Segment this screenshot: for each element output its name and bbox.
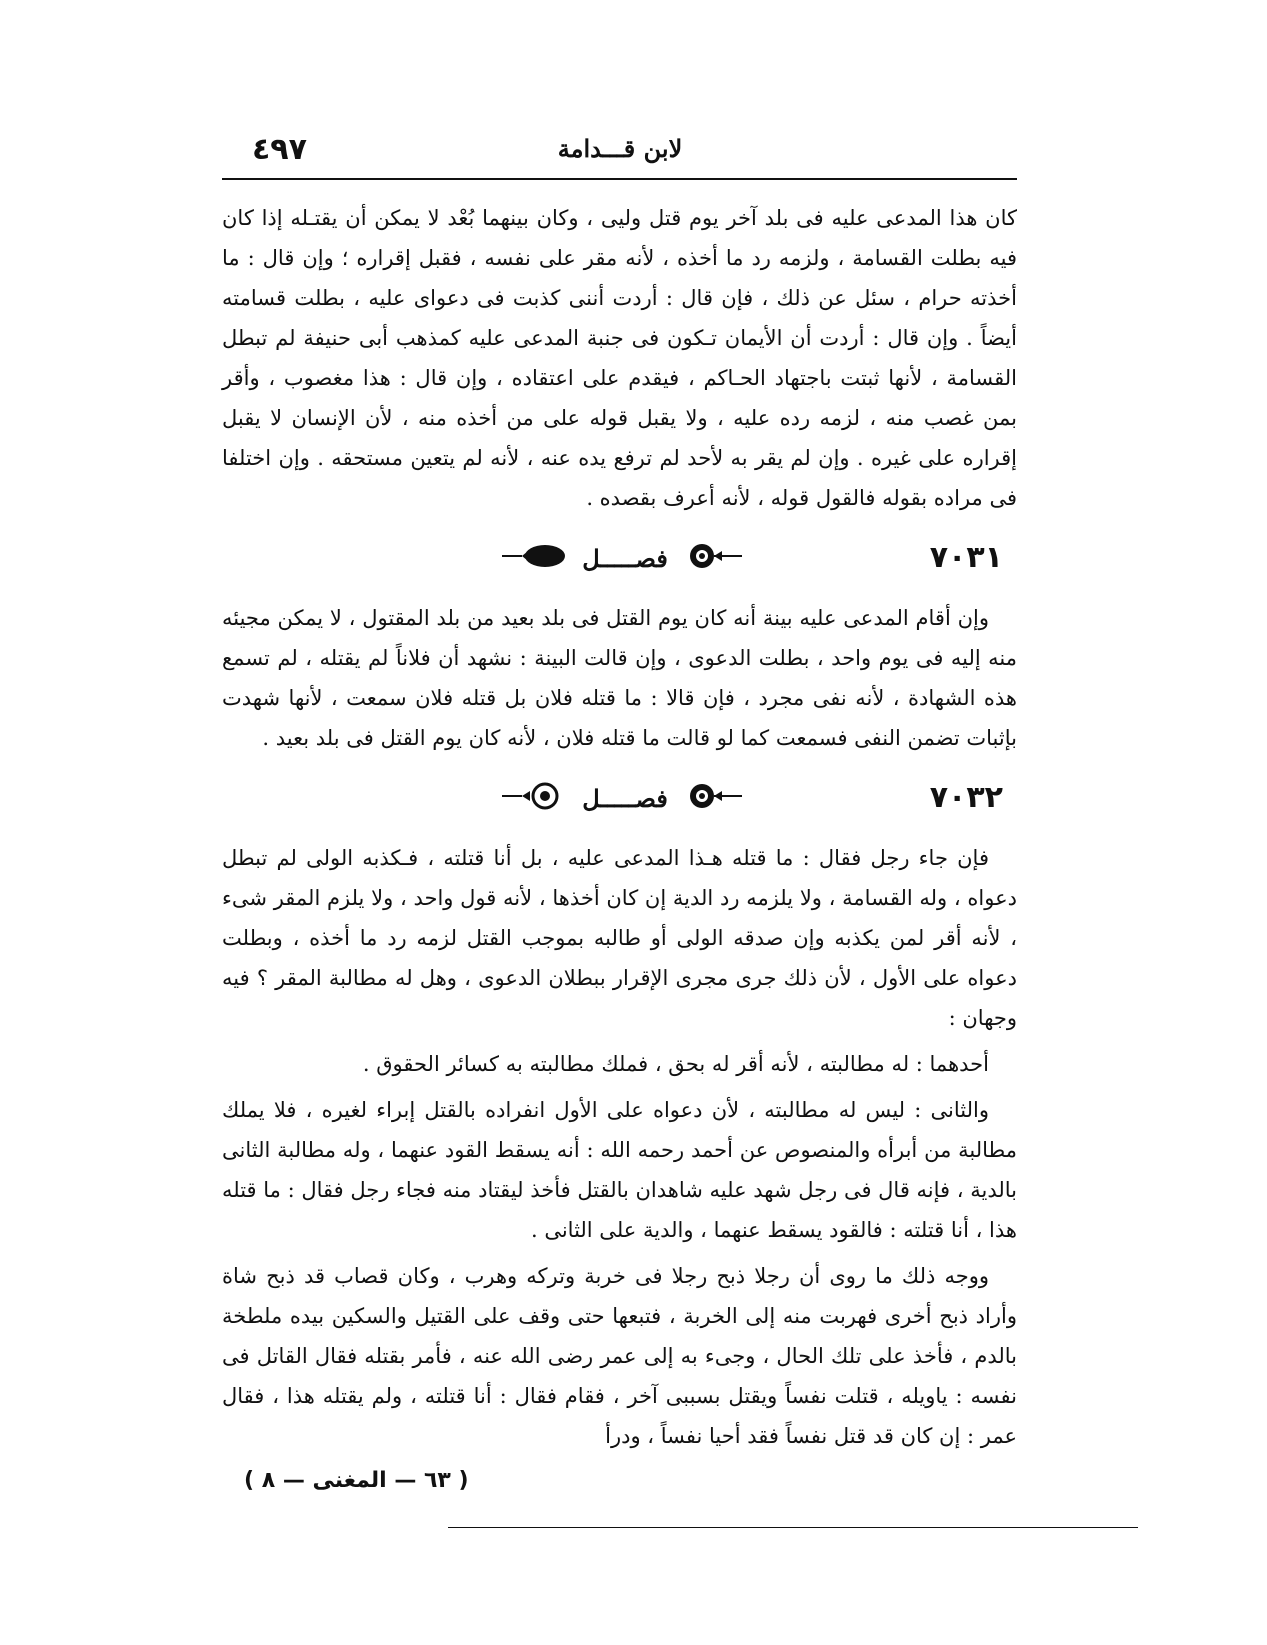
paragraph: والثانى : ليس له مطالبته ، لأن دعواه على الأول انفراده بالقتل إبراء لغيره ، فلا يملك مطالبة من أبرأه والمنصوص عن أحمد رحمه الله : أنه يسقط القود عنهما ، وله مطالبة الثانى بالدية ، فإنه قال فى رجل شهد عليه شاهدان بالقتل فأخذ ليقتاد منه فجاء رجل فقال : ما قتله هذا ، أنا قتلته : فالقود يسقط عنهما ، والدية على الثانى . <box>222 1098 1017 1242</box>
left-ornament-icon <box>500 541 570 575</box>
section-heading-7032 <box>222 772 1017 828</box>
section-label: فصـــــل <box>582 783 668 813</box>
paragraph: ووجه ذلك ما روى أن رجلا ذبح رجلا فى خربة وتركه وهرب ، وكان قصاب قد ذبح شاة وأراد ذبح أخرى فهربت منه إلى الخربة ، فتبعها حتى وقف على القتيل والسكين بيده ملطخة بالدم ، فأخذ على تلك الحال ، وجىء به إلى عمر رضى الله عنه ، فأمر بقتله فقال القاتل فى نفسه : ياويله ، قتلت نفساً ويقتل بسببى آخر ، فقام فقال : أنا قتلته ، ولم يقتله هذا ، فقال عمر : إن كان قد قتل نفساً فقد أحيا نفساً ، ودرأ <box>222 1264 1017 1448</box>
paragraph: أحدهما : له مطالبته ، لأنه أقر له بحق ، فملك مطالبته به كسائر الحقوق . <box>362 1052 989 1076</box>
section-label: فصـــــل <box>582 543 668 573</box>
section-label-group <box>492 776 752 820</box>
footer-rule <box>448 1527 1138 1528</box>
left-ornament-icon <box>500 781 570 815</box>
section-label-group <box>492 536 752 580</box>
body-text <box>222 198 1017 1456</box>
paragraph: فإن جاء رجل فقال : ما قتله هـذا المدعى عليه ، بل أنا قتلته ، فـكذبه الولى لم تبطل دعواه ، وله القسامة ، ولا يلزمه رد الدية إن كان أخذها ، لأنه قول واحد ، ولا يلزم المقر شىء ، لأنه أقر لمن يكذبه وإن صدقه الولى أو طالبه بموجب القتل لزمه رد ما أخذه ، وبطلت دعواه على الأول ، لأن ذلك جرى مجرى الإقرار ببطلان الدعوى ، وهل له مطالبة المقر ؟ فيه وجهان : <box>222 846 1017 1030</box>
section-heading-7031 <box>222 532 1017 588</box>
section-number: ٧٠٣٢ <box>929 780 1003 815</box>
section-number: ٧٠٣١ <box>929 540 1003 575</box>
paragraph: كان هذا المدعى عليه فى بلد آخر يوم قتل وليى ، وكان بينهما بُعْد لا يمكن أن يقتـله إذا كان فيه بطلت القسامة ، ولزمه رد ما أخذه ، لأنه مقر على نفسه ، فقبل إقراره ؛ وإن قال : ما أخذته حرام ، سئل عن ذلك ، فإن قال : أردت أننى كذبت فى دعواى عليه ، بطلت قسامته أيضاً . وإن قال : أردت أن الأيمان تـكون فى جنبة المدعى عليه كمذهب أبى حنيفة لم تبطل القسامة ، لأنها ثبتت باجتهاد الحـاكم ، فيقدم على اعتقاده ، وإن قال : هذا مغصوب ، وأقر بمن غصب منه ، لزمه رده عليه ، ولا يقبل قوله على من أخذه منه ، لأن الإنسان لا يقبل إقراره على غيره . وإن لم يقر به لأحد لم ترفع يده عنه ، لأنه لم يتعين مستحقه . وإن اختلفا فى مراده بقوله فالقول قوله ، لأنه أعرف بقصده . <box>222 206 1017 510</box>
paragraph: وإن أقام المدعى عليه بينة أنه كان يوم القتل فى بلد بعيد من بلد المقتول ، لا يمكن مجيئه منه إليه فى يوم واحد ، بطلت الدعوى ، وإن قالت البينة : نشهد أن فلاناً لم يقتله ، لم تسمع هذه الشهادة ، لأنه نفى مجرد ، فإن قالا : ما قتله فلان بل قتله فلان سمعت ، لأنها شهدت بإثبات تضمن النفى فسمعت كما لو قالت ما قتله فلان ، لأنه كان يوم القتل فى بلد بعيد . <box>222 606 1017 750</box>
book-title: لابن قـــدامة <box>557 134 683 163</box>
page-number: ٤٩٧ <box>252 132 307 167</box>
right-ornament-icon <box>680 541 744 575</box>
running-head <box>220 128 1020 176</box>
footer-signature: ( ٦٣ — المغنى — ٨ ) <box>244 1468 469 1493</box>
header-rule <box>222 178 1017 180</box>
right-ornament-icon <box>680 781 744 815</box>
